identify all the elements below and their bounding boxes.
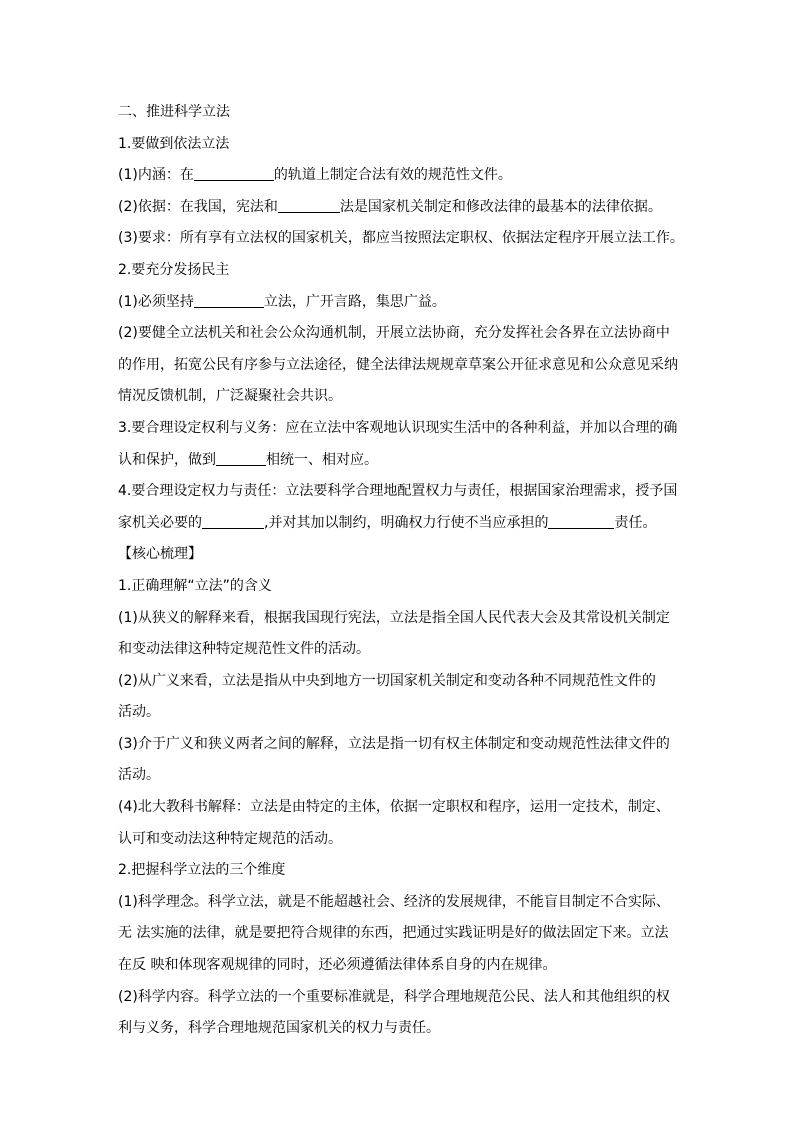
s2-p2-line1: (2)要健全立法机关和社会公众沟通机制，开展立法协商，充分发挥社会各界在立法协商中 <box>118 325 670 342</box>
c1-p2-line2: 活动。 <box>118 704 160 721</box>
text: (2)依据：在我国，宪法和 <box>118 198 278 215</box>
c2-p1-line3: 在反 映和体现客观规律的同时，还必须遵循法律体系自身的内在规律。 <box>118 957 557 974</box>
fill-blank <box>548 511 614 529</box>
text: 立法，广开言路，集思广益。 <box>263 293 446 310</box>
s4-line1: 4.要合理设定权力与责任：立法要科学合理地配置权力与责任，根据国家治理需求，授予国 <box>118 483 678 500</box>
text: ,并对其加以制约，明确权力行使不当应承担的 <box>264 514 549 531</box>
text: 法是国家机关制定和修改法律的最基本的法律依据。 <box>339 198 662 215</box>
c1-p2-line1: (2)从广义来看，立法是指从中央到地方一切国家机关制定和变动各种不同规范性文件的 <box>118 672 656 689</box>
text: 的轨道上制定合法有效的规范性文件。 <box>273 167 512 184</box>
fill-blank <box>278 195 340 213</box>
fill-blank <box>194 163 274 181</box>
c2-p2-line2: 利与义务，科学合理地规范国家机关的权力与责任。 <box>118 1020 440 1037</box>
s2-heading: 2.要充分发扬民主 <box>118 261 230 278</box>
section-title: 二、推进科学立法 <box>118 104 230 120</box>
text: 相统一、相对应。 <box>266 451 378 468</box>
s4-line2 <box>118 508 688 540</box>
core-heading: 【核心梳理】 <box>118 546 202 563</box>
document-body <box>118 97 688 1045</box>
s1-heading: 1.要做到依法立法 <box>118 135 230 152</box>
c2-p1-line1: (1)科学理念。科学立法，就是不能超越社会、经济的发展规律，不能盲目制定不合实际、 <box>118 893 670 910</box>
s1-p1 <box>118 160 688 192</box>
c1-p4-line1: (4)北大教科书解释：立法是由特定的主体，依据一定职权和程序，运用一定技术，制定、 <box>118 799 670 816</box>
fill-blank <box>216 448 266 466</box>
s3-line1: 3.要合理设定权利与义务：应在立法中客观地认识现实生活中的各种利益，并加以合理的确 <box>118 419 678 436</box>
c1-heading: 1.正确理解“立法”的含义 <box>118 577 272 594</box>
text: (1)内涵：在 <box>118 167 194 184</box>
fill-blank <box>202 511 264 529</box>
text: 责任。 <box>614 514 657 531</box>
c2-p2-line1: (2)科学内容。科学立法的一个重要标准就是，科学合理地规范公民、法人和其他组织的权 <box>118 988 670 1005</box>
s2-p2-line2: 的作用，拓宽公民有序参与立法途径，健全法律法规规章草案公开征求意见和公众意见采纳 <box>118 356 678 373</box>
s1-p3: (3)要求：所有享有立法权的国家机关，都应当按照法定职权、依据法定程序开展立法工作。 <box>118 230 684 247</box>
c2-heading: 2.把握科学立法的三个维度 <box>118 862 286 879</box>
text: 家机关必要的 <box>118 514 202 531</box>
c1-p3-line1: (3)介于广义和狭义两者之间的解释，立法是指一切有权主体制定和变动规范性法律文件的 <box>118 735 670 752</box>
s2-p1 <box>118 287 688 319</box>
s1-p2 <box>118 192 688 224</box>
c2-p1-line2: 无 法实施的法律，就是要把符合规律的东西，把通过实践证明是好的做法固定下来。立法 <box>118 925 669 942</box>
s2-p2-line3: 情况反馈机制，广泛凝聚社会共识。 <box>118 388 342 405</box>
c1-p1-line1: (1)从狭义的解释来看，根据我国现行宪法，立法是指全国人民代表大会及其常设机关制定 <box>118 609 670 626</box>
c1-p1-line2: 和变动法律这种特定规范性文件的活动。 <box>118 641 370 658</box>
s3-line2 <box>118 445 688 477</box>
c1-p3-line2: 活动。 <box>118 767 160 784</box>
fill-blank <box>194 290 264 308</box>
text: 认和保护，做到 <box>118 451 216 468</box>
c1-p4-line2: 认可和变动法这种特定规范的活动。 <box>118 830 342 847</box>
text: (1)必须坚持 <box>118 293 194 310</box>
